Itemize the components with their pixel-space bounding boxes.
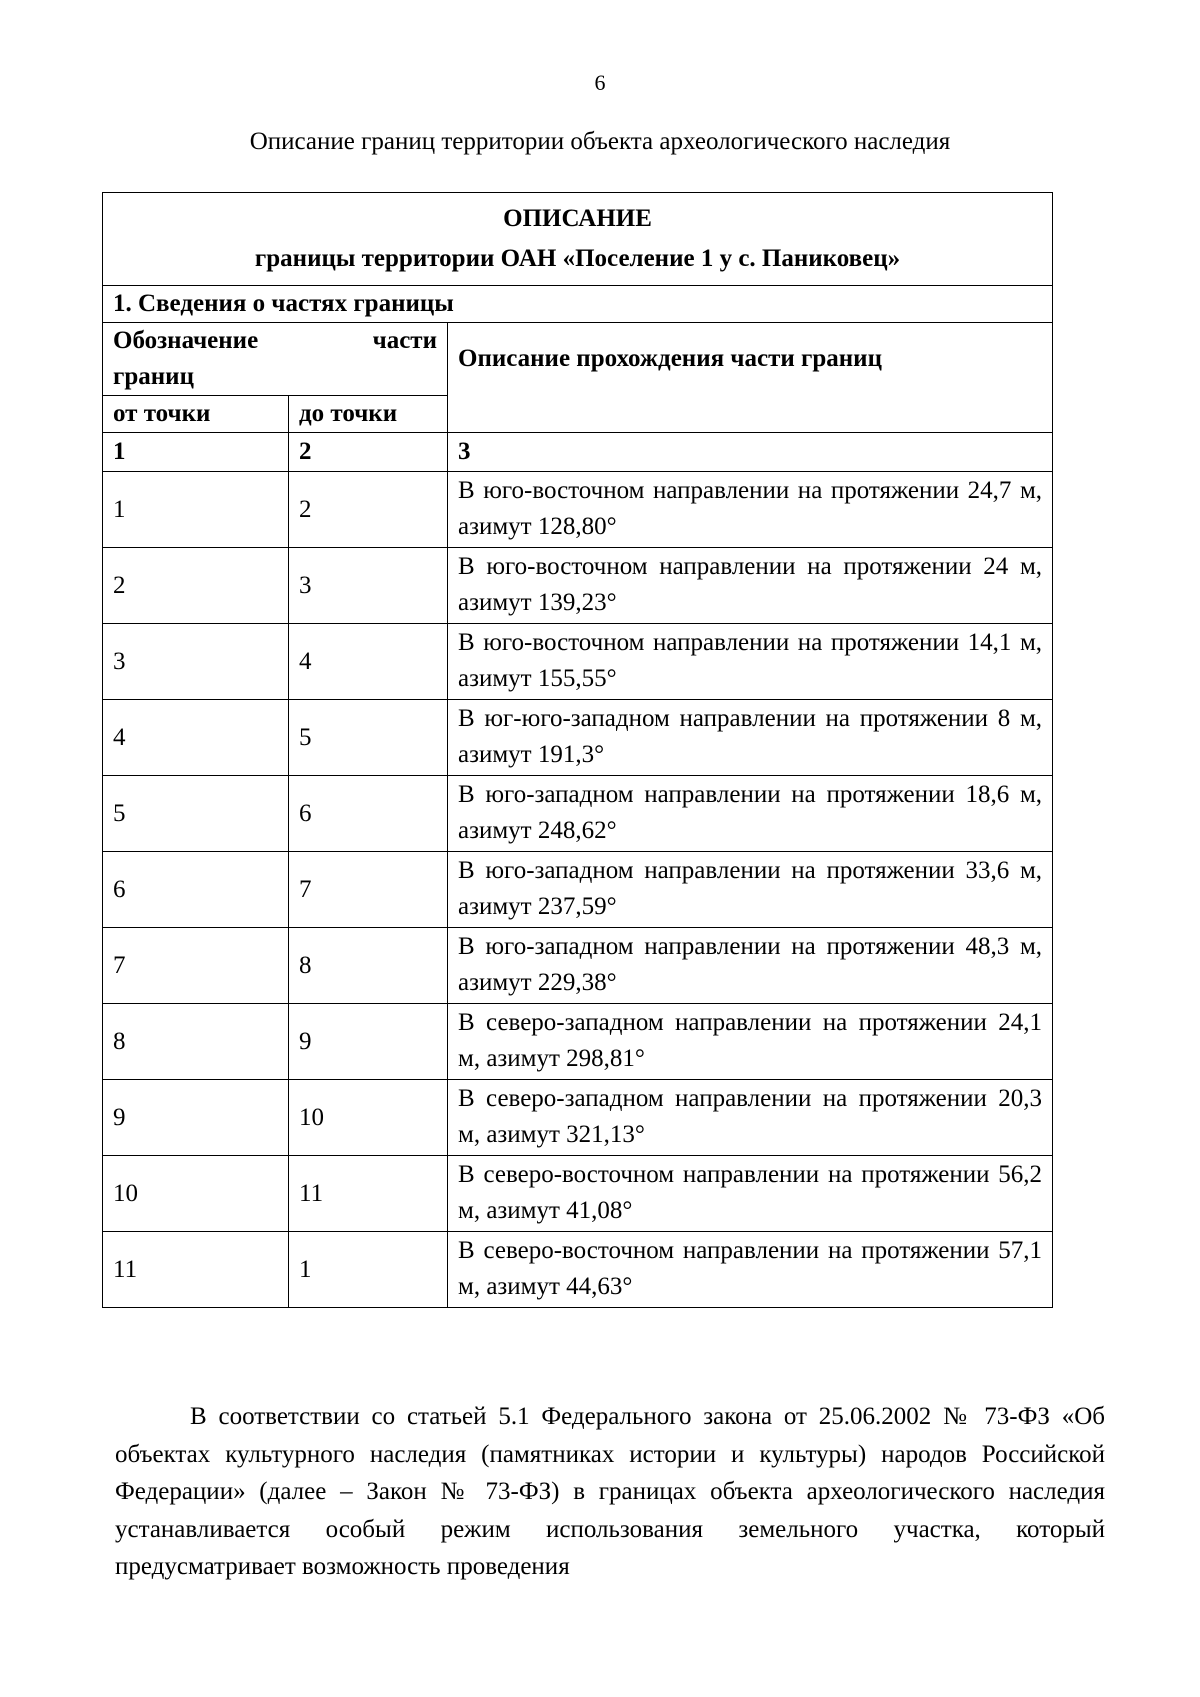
point-to: 6 — [289, 776, 448, 852]
point-from: 3 — [103, 624, 289, 700]
table-row — [103, 852, 1053, 928]
column-number-3: 3 — [448, 433, 1053, 472]
point-to: 8 — [289, 928, 448, 1004]
header-to: до точки — [289, 396, 448, 433]
point-from: 9 — [103, 1080, 289, 1156]
header-designation-line1 — [113, 323, 437, 359]
table-title-line2: границы территории ОАН «Поселение 1 у с. Паниковец» — [254, 245, 901, 272]
segment-description: В северо-западном направлении на протяжении 20,3 м, азимут 321,13° — [448, 1080, 1053, 1156]
table-row — [103, 1080, 1053, 1156]
point-from: 4 — [103, 700, 289, 776]
column-number-row — [103, 433, 1053, 472]
header-designation-word2: части — [372, 327, 437, 354]
point-to: 7 — [289, 852, 448, 928]
segment-description: В юго-западном направлении на протяжении 48,3 м, азимут 229,38° — [448, 928, 1053, 1004]
point-to: 4 — [289, 624, 448, 700]
document-caption: Описание границ территории объекта археологического наследия — [249, 128, 951, 155]
segment-description: В юго-западном направлении на протяжении 33,6 м, азимут 237,59° — [448, 852, 1053, 928]
point-from: 11 — [103, 1232, 289, 1308]
table-row — [103, 472, 1053, 548]
table-title-line1: ОПИСАНИЕ — [503, 205, 652, 232]
table-row — [103, 776, 1053, 852]
point-from: 8 — [103, 1004, 289, 1080]
column-number-1: 1 — [103, 433, 289, 472]
table-row — [103, 548, 1053, 624]
point-to: 3 — [289, 548, 448, 624]
segment-description: В северо-восточном направлении на протяжении 57,1 м, азимут 44,63° — [448, 1232, 1053, 1308]
header-from: от точки — [103, 396, 289, 433]
point-from: 10 — [103, 1156, 289, 1232]
header-designation — [103, 323, 448, 396]
boundary-table — [102, 192, 1053, 1308]
segment-description: В юго-восточном направлении на протяжении 24 м, азимут 139,23° — [448, 548, 1053, 624]
body-paragraph: В соответствии со статьей 5.1 Федерального закона от 25.06.2002 № 73-ФЗ «Об объектах культурного наследия (памятниках истории и культуры) народов Российской Федерации» (далее – Закон № 73-ФЗ) в границах объекта археологического наследия устанавливается особый режим использования земельного участка, который предусматривает возможность проведения — [115, 1403, 1105, 1580]
point-to: 5 — [289, 700, 448, 776]
point-to: 2 — [289, 472, 448, 548]
segment-description: В юго-восточном направлении на протяжении 24,7 м, азимут 128,80° — [448, 472, 1053, 548]
section-row — [103, 286, 1053, 323]
header-row — [103, 323, 1053, 396]
point-from: 2 — [103, 548, 289, 624]
table-title-row — [103, 193, 1053, 286]
point-to: 10 — [289, 1080, 448, 1156]
table-title — [103, 193, 1053, 286]
header-designation-word3: границ — [113, 363, 194, 390]
point-from: 7 — [103, 928, 289, 1004]
point-from: 5 — [103, 776, 289, 852]
point-from: 6 — [103, 852, 289, 928]
column-number-2: 2 — [289, 433, 448, 472]
section-heading: 1. Сведения о частях границы — [103, 286, 1053, 323]
header-description: Описание прохождения части границ — [448, 323, 1053, 433]
table-row — [103, 700, 1053, 776]
point-to: 1 — [289, 1232, 448, 1308]
segment-description: В юг-юго-западном направлении на протяжении 8 м, азимут 191,3° — [448, 700, 1053, 776]
point-from: 1 — [103, 472, 289, 548]
segment-description: В юго-восточном направлении на протяжении 14,1 м, азимут 155,55° — [448, 624, 1053, 700]
page-number: 6 — [594, 70, 606, 95]
table-row — [103, 624, 1053, 700]
table-row — [103, 1004, 1053, 1080]
segment-description: В северо-восточном направлении на протяжении 56,2 м, азимут 41,08° — [448, 1156, 1053, 1232]
table-row — [103, 928, 1053, 1004]
point-to: 9 — [289, 1004, 448, 1080]
table-row — [103, 1232, 1053, 1308]
segment-description: В юго-западном направлении на протяжении 18,6 м, азимут 248,62° — [448, 776, 1053, 852]
header-designation-word1: Обозначение — [113, 327, 259, 354]
point-to: 11 — [289, 1156, 448, 1232]
table-row — [103, 1156, 1053, 1232]
segment-description: В северо-западном направлении на протяжении 24,1 м, азимут 298,81° — [448, 1004, 1053, 1080]
